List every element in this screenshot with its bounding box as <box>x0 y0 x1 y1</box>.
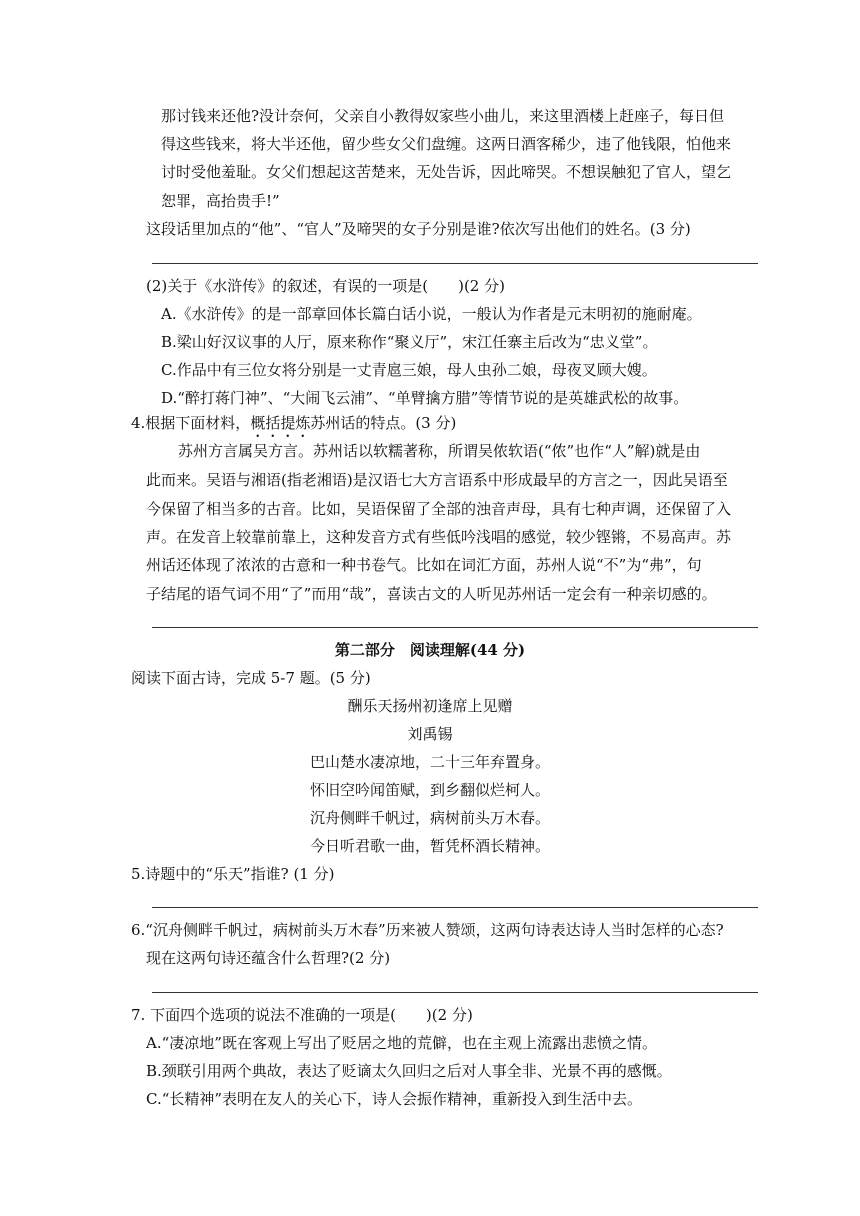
material-line: 子结尾的语气词不用“了”而用“哉”，喜读古文的人听见苏州话一定会有一种亲切感的。 <box>146 585 717 603</box>
option-b: B.梁山好汉议事的人厅，原来称作“聚义厅”，宋江任寨主后改为“忠义堂”。 <box>161 333 658 351</box>
question-3-1: 这段话里加点的“他”、“官人”及啼哭的女子分别是谁?依次写出他们的姓名。(3 分) <box>146 220 691 238</box>
option-a: A.《水浒传》的是一部章回体长篇白话小说，一般认为作者是元末明初的施耐庵。 <box>161 305 702 323</box>
poem-title: 酬乐天扬州初逢席上见赠 <box>347 697 513 715</box>
material-line: 此而来。吴语与湘语(指老湘语)是汉语七大方言语系中形成最早的方言之一，因此吴语至 <box>146 471 728 489</box>
answer-line <box>152 992 758 993</box>
material-line: 苏州方言属吴方言。苏州话以软糯著称，所谓吴侬软语(“侬”也作“人”解)就是由 <box>178 442 701 460</box>
option-c: C.“长精神”表明在友人的关心下，诗人会振作精神，重新投入到生活中去。 <box>146 1090 643 1108</box>
question-3-2-stem: (2)关于《水浒传》的叙述，有误的一项是( )(2 分) <box>146 277 505 295</box>
material-line: 今保留了相当多的古音。比如，吴语保留了全部的浊音声母，具有七种声调，还保留了入 <box>146 500 732 518</box>
option-d: D.“醉打蒋门神”、“大闹飞云浦”、“单臂擒方腊”等情节说的是英雄武松的故事。 <box>161 389 689 407</box>
poem-line: 巴山楚水凄凉地，二十三年弃置身。 <box>309 753 550 771</box>
question-5: 5.诗题中的“乐天”指谁? (1 分) <box>131 865 335 883</box>
poem-line: 今日听君歌一曲，暂凭杯酒长精神。 <box>309 837 550 855</box>
passage-line: 讨时受他羞耻。女父们想起这苦楚来，无处告诉，因此啼哭。不想误触犯了官人，望乞 <box>161 163 732 181</box>
poem-author: 刘禹锡 <box>407 725 453 743</box>
poem-line: 沉舟侧畔千帆过，病树前头万木春。 <box>309 809 550 827</box>
question-6-line: 现在这两句诗还蕴含什么哲理?(2 分) <box>146 949 391 967</box>
question-4-stem-pre: 4.根据下面材料， <box>131 414 251 432</box>
answer-line <box>152 907 758 908</box>
material-line: 州话还体现了浓浓的古意和一种书卷气。比如在词汇方面，苏州人说“不”为“弗”，句 <box>146 556 702 574</box>
question-4-stem <box>131 413 456 441</box>
option-a: A.“凄凉地”既在客观上写出了贬居之地的荒僻，也在主观上流露出悲愤之情。 <box>146 1034 657 1052</box>
option-b: B.颈联引用两个典故，表达了贬谪太久回归之后对人事全非、光景不再的感慨。 <box>146 1062 672 1080</box>
poem-line: 怀旧空吟闻笛赋，到乡翻似烂柯人。 <box>309 781 550 799</box>
question-6-line: 6.“沉舟侧畔千帆过，病树前头万木春”历来被人赞颂，这两句诗表达诗人当时怎样的心态? <box>131 921 724 939</box>
dotted-emphasis: 概括提炼 <box>250 414 311 432</box>
section-heading: 第二部分 阅读理解(44 分) <box>334 641 526 659</box>
poem-instruction: 阅读下面古诗，完成 5-7 题。(5 分) <box>131 669 371 687</box>
passage-line: 恕罪，高抬贵手!” <box>161 192 280 210</box>
question-7-stem: 7. 下面四个选项的说法不准确的一项是( )(2 分) <box>131 1006 473 1024</box>
passage-line: 得这些钱来，将大半还他，留少些女父们盘缠。这两日酒客稀少，违了他钱限，怕他来 <box>161 135 732 153</box>
answer-line <box>152 627 758 628</box>
option-c: C.作品中有三位女将分别是一丈青扈三娘，母人虫孙二娘，母夜叉顾大嫂。 <box>161 361 657 379</box>
material-line: 声。在发音上较靠前靠上，这种发音方式有些低吟浅唱的感觉，较少铿锵，不易高声。苏 <box>146 528 732 546</box>
passage-line: 那讨钱来还他?没计奈何，父亲自小教得奴家些小曲儿，来这里酒楼上赶座子，每日但 <box>161 107 725 125</box>
answer-line <box>152 263 758 264</box>
question-4-stem-post: 苏州话的特点。(3 分) <box>310 414 457 432</box>
